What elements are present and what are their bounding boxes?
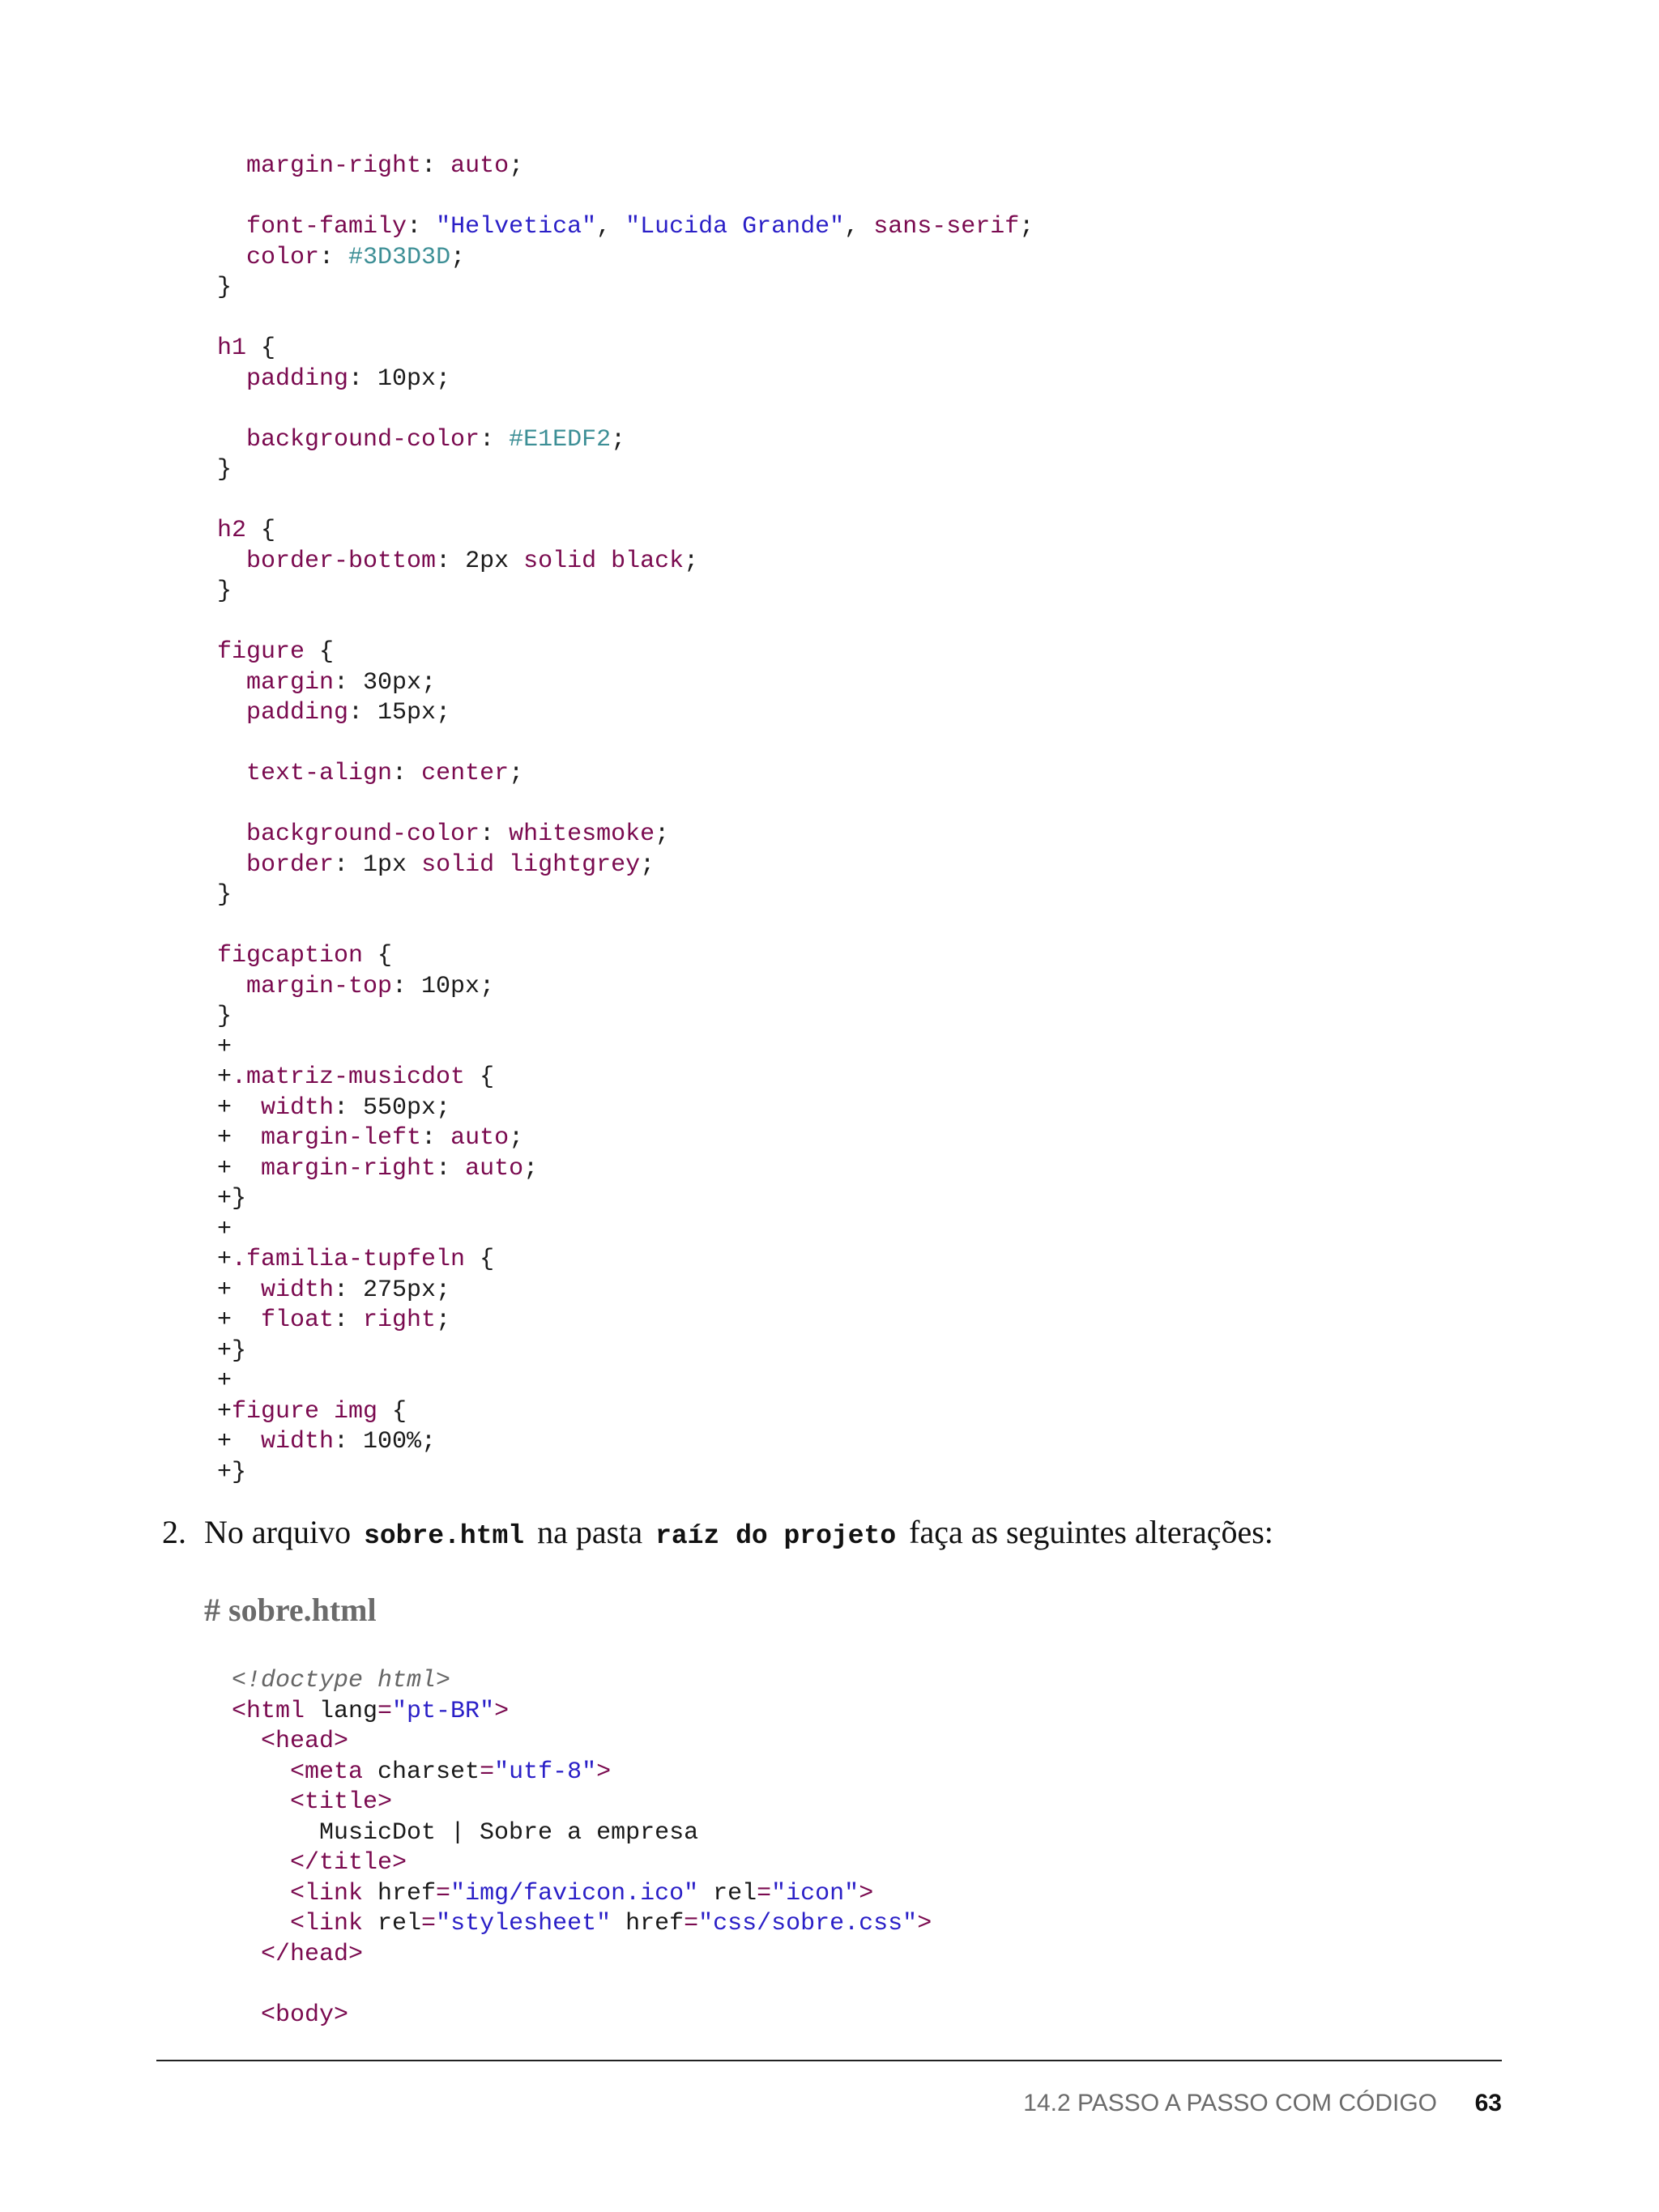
- code-token: background-color: [246, 425, 480, 454]
- code-line: [217, 820, 1034, 850]
- code-line: [217, 1366, 1034, 1397]
- code-token: [217, 548, 246, 575]
- code-token: +: [217, 1154, 262, 1183]
- code-token: <title>: [290, 1788, 393, 1816]
- code-token: float: [261, 1306, 335, 1334]
- code-token: ;: [611, 425, 626, 454]
- code-token: [596, 548, 611, 575]
- code-line: [217, 880, 1034, 911]
- code-token: [217, 669, 246, 697]
- code-line: [232, 1758, 932, 1788]
- code-token: [217, 213, 246, 241]
- code-token: margin-top: [246, 972, 393, 1000]
- code-token: padding: [246, 364, 349, 393]
- code-token: ,: [596, 213, 626, 241]
- code-token: width: [261, 1276, 335, 1304]
- code-line: [232, 1940, 932, 1971]
- html-code-block: [232, 1666, 932, 2031]
- instruction-text-2: na pasta: [537, 1514, 643, 1550]
- code-token: >: [859, 1879, 874, 1907]
- code-line: [217, 1276, 1034, 1306]
- code-line: [232, 1697, 932, 1728]
- code-token: "utf-8": [494, 1758, 597, 1786]
- code-token: "pt-BR": [392, 1697, 495, 1725]
- code-token: =: [377, 1697, 393, 1725]
- code-line: [217, 1184, 1034, 1215]
- code-token: rel: [698, 1879, 757, 1907]
- code-line: [232, 1666, 932, 1697]
- code-line: [217, 182, 1034, 213]
- code-line: [217, 151, 1034, 182]
- code-token: href: [363, 1879, 437, 1907]
- code-token: figure: [217, 638, 305, 666]
- code-token: auto: [450, 152, 510, 180]
- code-line: [232, 1909, 932, 1940]
- code-token: "Helvetica": [436, 213, 597, 241]
- code-line: [217, 911, 1034, 942]
- code-token: border-bottom: [246, 547, 437, 575]
- code-line: [217, 1306, 1034, 1336]
- code-token: [217, 699, 246, 727]
- code-token: "stylesheet": [436, 1910, 612, 1937]
- code-line: [217, 790, 1034, 820]
- code-token: solid: [523, 547, 597, 575]
- code-line: [217, 1063, 1034, 1093]
- code-token: :: [480, 425, 510, 454]
- inline-code-folder: raíz do projeto: [655, 1521, 897, 1551]
- code-line: [217, 547, 1034, 578]
- code-line: [217, 516, 1034, 547]
- code-line: [217, 850, 1034, 881]
- code-token: +: [217, 1306, 262, 1334]
- code-token: {: [465, 1063, 495, 1091]
- code-token: width: [261, 1428, 335, 1455]
- code-token: </title>: [290, 1849, 407, 1877]
- code-token: [217, 973, 246, 1000]
- code-token: +: [217, 1124, 262, 1152]
- code-token: }: [217, 1003, 232, 1030]
- code-line: [217, 637, 1034, 668]
- code-token: [232, 1849, 290, 1877]
- code-token: }: [217, 456, 232, 484]
- code-token: <head>: [261, 1728, 349, 1755]
- code-token: : 2px: [436, 547, 524, 575]
- code-token: [217, 152, 246, 180]
- code-line: [217, 1093, 1034, 1124]
- code-line: [217, 698, 1034, 729]
- code-token: ;: [509, 760, 524, 787]
- code-token: =: [480, 1758, 495, 1786]
- code-token: margin-right: [261, 1154, 437, 1183]
- code-line: [232, 2001, 932, 2031]
- code-token: href: [611, 1910, 684, 1937]
- code-token: +: [217, 1215, 232, 1243]
- code-line: [232, 1848, 932, 1879]
- code-token: [217, 426, 246, 454]
- code-token: {: [246, 517, 276, 544]
- code-token: : 100%;: [334, 1428, 437, 1455]
- code-line: [232, 1727, 932, 1758]
- code-line: [232, 1818, 932, 1849]
- code-token: lang: [305, 1697, 378, 1725]
- code-token: auto: [465, 1154, 524, 1183]
- code-token: ;: [1019, 213, 1034, 241]
- code-token: #E1EDF2: [509, 425, 612, 454]
- code-token: h2: [217, 517, 247, 544]
- code-token: {: [246, 335, 276, 362]
- code-token: [232, 2001, 261, 2029]
- code-token: MusicDot | Sobre a empresa: [232, 1818, 699, 1847]
- code-token: [232, 1941, 261, 1968]
- code-token: whitesmoke: [509, 820, 655, 848]
- code-token: border: [246, 850, 335, 879]
- code-token: [232, 1728, 261, 1755]
- code-token: rel: [363, 1910, 422, 1937]
- code-token: padding: [246, 699, 349, 727]
- code-token: +: [217, 1093, 262, 1122]
- code-token: ;: [684, 547, 699, 575]
- code-token: +: [217, 1276, 262, 1304]
- code-token: ;: [655, 820, 670, 848]
- code-token: {: [363, 942, 393, 970]
- code-line: [217, 394, 1034, 425]
- code-token: {: [465, 1246, 495, 1273]
- code-token: charset: [363, 1758, 480, 1786]
- code-line: [217, 1215, 1034, 1246]
- code-line: [217, 759, 1034, 790]
- code-token: ;: [509, 1124, 524, 1152]
- code-token: [217, 760, 246, 787]
- code-token: +}: [217, 1185, 247, 1213]
- code-token: "css/sobre.css": [698, 1910, 918, 1937]
- code-token: =: [684, 1910, 699, 1937]
- code-line: [217, 243, 1034, 274]
- code-token: text-align: [246, 760, 393, 787]
- code-token: <link: [290, 1879, 364, 1907]
- code-line: [217, 668, 1034, 699]
- code-token: >: [494, 1697, 510, 1725]
- code-token: }: [217, 578, 232, 605]
- code-token: :: [319, 243, 349, 271]
- code-token: +: [217, 1397, 232, 1426]
- inline-code-filename: sobre.html: [364, 1521, 525, 1551]
- code-line: [217, 273, 1034, 304]
- code-token: "img/favicon.ico": [450, 1879, 699, 1907]
- code-line: [217, 1427, 1034, 1458]
- code-token: ;: [523, 1154, 539, 1183]
- code-token: : 1px: [334, 850, 422, 879]
- code-line: [217, 1033, 1034, 1063]
- code-token: <meta: [290, 1758, 364, 1786]
- list-number: 2.: [162, 1514, 186, 1550]
- code-token: : 15px;: [348, 699, 451, 727]
- code-token: {: [305, 638, 335, 666]
- code-token: +: [217, 1063, 232, 1091]
- code-token: margin-left: [261, 1124, 422, 1152]
- code-token: =: [436, 1879, 451, 1907]
- code-token: figure img: [232, 1397, 378, 1426]
- code-token: [217, 820, 246, 848]
- code-token: figcaption: [217, 942, 364, 970]
- code-token: black: [611, 547, 684, 575]
- code-line: [217, 304, 1034, 335]
- code-token: :: [421, 1124, 451, 1152]
- code-token: : 10px;: [348, 364, 451, 393]
- code-line: [217, 1002, 1034, 1033]
- code-token: :: [421, 152, 451, 180]
- footer-divider: [156, 2060, 1502, 2061]
- code-line: [232, 1970, 932, 2001]
- footer-section-title: 14.2 PASSO A PASSO COM CÓDIGO: [1023, 2090, 1437, 2116]
- code-token: +: [217, 1367, 232, 1395]
- code-line: [217, 577, 1034, 607]
- code-line: [217, 607, 1034, 638]
- code-token: width: [261, 1093, 335, 1122]
- code-line: [217, 212, 1034, 243]
- code-token: [217, 244, 246, 271]
- code-line: [217, 1154, 1034, 1185]
- code-token: center: [421, 760, 510, 787]
- code-token: ;: [509, 152, 524, 180]
- code-token: +}: [217, 1336, 247, 1365]
- code-line: [217, 486, 1034, 517]
- code-token: :: [392, 760, 422, 787]
- code-line: [217, 1397, 1034, 1428]
- code-token: >: [917, 1910, 932, 1937]
- code-token: [217, 851, 246, 879]
- code-line: [217, 364, 1034, 395]
- code-token: right: [363, 1306, 437, 1334]
- code-token: [232, 1880, 290, 1907]
- code-line: [217, 941, 1034, 972]
- code-token: +: [217, 1246, 232, 1273]
- instruction-text-3: faça as seguintes alterações:: [909, 1514, 1273, 1550]
- code-token: +}: [217, 1458, 247, 1486]
- code-line: [217, 972, 1034, 1003]
- code-token: }: [217, 274, 232, 301]
- code-token: +: [217, 1428, 262, 1455]
- code-token: font-family: [246, 213, 407, 241]
- code-token: :: [436, 1154, 466, 1183]
- code-token: .matriz-musicdot: [232, 1063, 466, 1091]
- code-token: :: [407, 213, 437, 241]
- css-code-block: [217, 151, 1034, 1488]
- step-2-instruction: [162, 1511, 1273, 1558]
- code-token: ;: [640, 850, 655, 879]
- code-line: [232, 1879, 932, 1910]
- code-token: margin: [246, 668, 335, 697]
- code-token: ;: [436, 1306, 451, 1334]
- code-token: <html: [232, 1697, 305, 1725]
- code-token: :: [480, 820, 510, 848]
- code-line: [217, 1123, 1034, 1154]
- code-token: [217, 365, 246, 393]
- code-line: [232, 1788, 932, 1818]
- code-token: [232, 1758, 290, 1786]
- code-line: [217, 729, 1034, 760]
- code-token: +: [217, 1033, 232, 1061]
- code-token: }: [217, 881, 232, 909]
- code-token: auto: [450, 1124, 510, 1152]
- code-token: {: [377, 1397, 407, 1426]
- code-token: .familia-tupfeln: [232, 1246, 466, 1273]
- code-line: [217, 425, 1034, 456]
- file-heading: # sobre.html: [204, 1592, 377, 1628]
- code-token: background-color: [246, 820, 480, 848]
- code-token: <body>: [261, 2001, 349, 2029]
- code-line: [217, 1245, 1034, 1276]
- code-line: [217, 334, 1034, 364]
- code-line: [217, 455, 1034, 486]
- code-token: >: [596, 1758, 612, 1786]
- code-token: : 30px;: [334, 668, 437, 697]
- code-token: margin-right: [246, 152, 422, 180]
- code-token: :: [334, 1306, 364, 1334]
- code-token: h1: [217, 335, 247, 362]
- code-token: : 275px;: [334, 1276, 451, 1304]
- code-token: lightgrey: [509, 850, 641, 879]
- code-token: color: [246, 243, 320, 271]
- code-token: "icon": [771, 1879, 859, 1907]
- code-token: <link: [290, 1910, 364, 1937]
- code-token: [494, 851, 509, 879]
- code-token: [232, 1910, 290, 1937]
- code-token: solid: [421, 850, 495, 879]
- code-line: [217, 1458, 1034, 1489]
- page-number: 63: [1474, 2090, 1502, 2116]
- code-token: [232, 1788, 290, 1816]
- code-token: sans-serif: [873, 213, 1020, 241]
- code-token: "Lucida Grande": [625, 213, 845, 241]
- code-line: [217, 1336, 1034, 1367]
- code-token: </head>: [261, 1940, 364, 1968]
- code-token: ;: [450, 243, 466, 271]
- code-token: ,: [844, 213, 874, 241]
- code-token: #3D3D3D: [348, 243, 451, 271]
- code-token: =: [757, 1879, 772, 1907]
- instruction-text-1: No arquivo: [204, 1514, 352, 1550]
- code-token: <!doctype html>: [232, 1667, 451, 1694]
- code-token: =: [421, 1910, 437, 1937]
- code-token: : 550px;: [334, 1093, 451, 1122]
- code-token: : 10px;: [392, 972, 495, 1000]
